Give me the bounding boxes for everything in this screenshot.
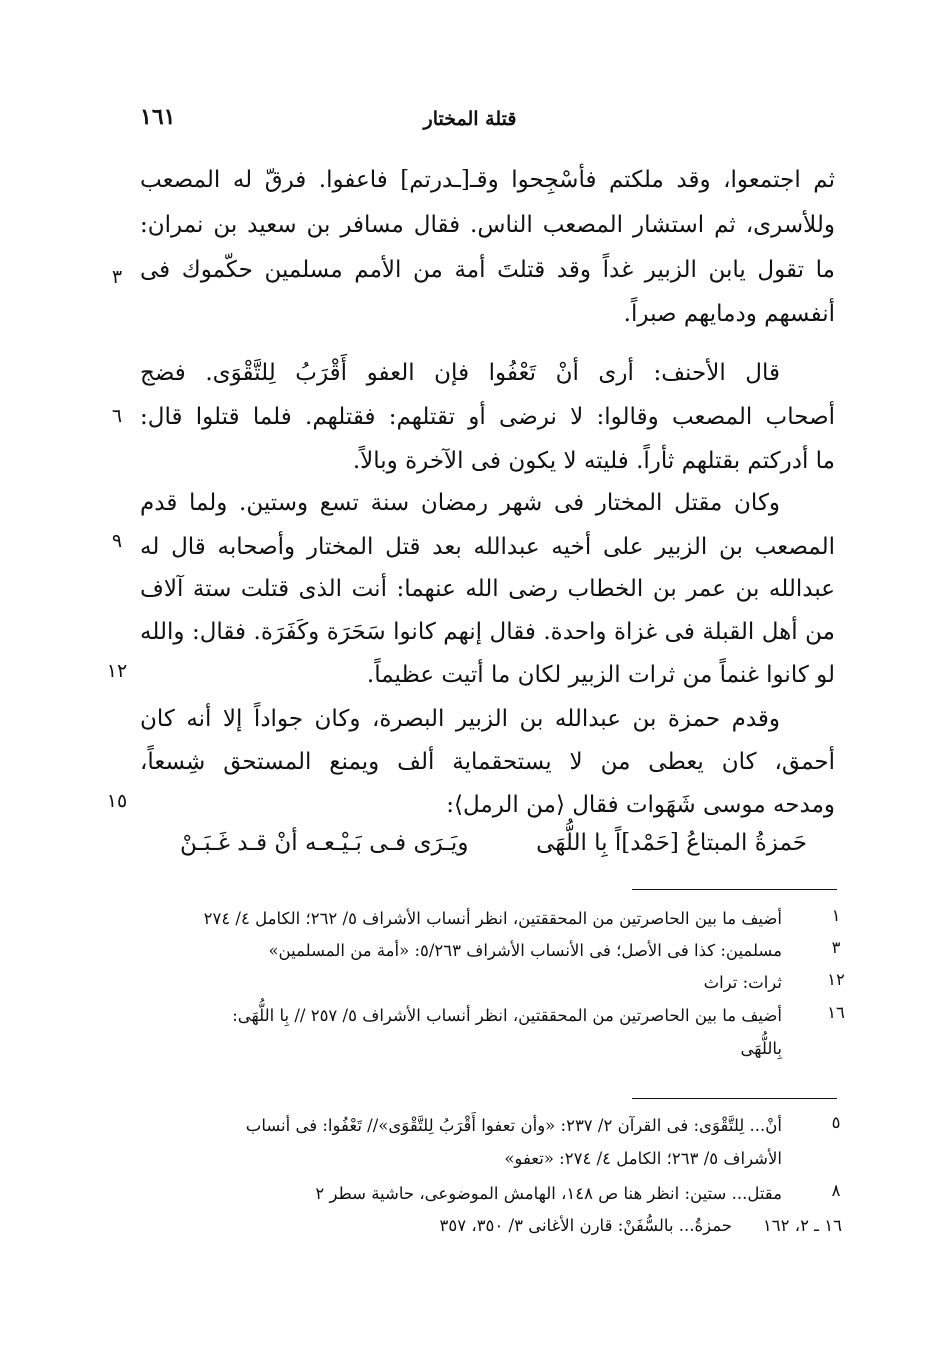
running-header-title: قتلة المختار — [423, 108, 517, 130]
footnote-text: مقتل... ستين: انظر هنا ص ١٤٨، الهامش الموضوعى، حاشية سطر ٢ — [315, 1184, 782, 1203]
body-line: ومدحه موسى شَهَوات فقال ⟨من الرمل⟩: — [446, 792, 835, 818]
footnote-text: أنْ... لِلتَّقْوَى: فى القرآن ٢/ ٢٣٧: «وأن تعفوا أَقْرَبُ لِلتَّقْوَى»// تَعْفُوا: فى أنساب — [245, 1116, 782, 1135]
line-number: ٦ — [111, 405, 123, 427]
body-line: أصحاب المصعب وقالوا: لا نرضى أو تقتلهم: فقتلهم. فلما قتلوا قال: — [140, 404, 835, 430]
body-line: وقدم حمزة بن عبدالله بن الزبير البصرة، وكان جواداً إلا أنه كان — [140, 706, 780, 732]
body-line: ثم اجتمعوا، وقد ملكتم فأسْجِحوا وقـ[ـدرتم] فاعفوا. فرقّ له المصعب — [140, 167, 835, 193]
footnote-number: ١٦ — [827, 1003, 845, 1022]
footnote-text-continued: بِاللُّهَى — [740, 1039, 782, 1058]
body-line: وللأسرى، ثم استشار المصعب الناس. فقال مسافر بن سعيد بن نمران: — [140, 212, 835, 238]
verse-second-hemistich: ويَـرَى فـى بَـيْـعـه أنْ قـد غَـبَـنْ — [180, 830, 469, 856]
body-line: قال الأحنف: أرى أنْ تَعْفُوا فإن العفو أَقْرَبُ لِلتَّقْوَى. فضج — [140, 360, 780, 386]
body-line: أنفسهم ودمايهم صبراً. — [623, 301, 835, 327]
body-line: ما أدركتم بقتلهم ثأراً. فليته لا يكون فى الآخرة وبالاً. — [352, 448, 835, 474]
footnote-number: ٨ — [831, 1181, 841, 1200]
footnote-number: ٣ — [831, 938, 841, 957]
body-line: المصعب بن الزبير على أخيه عبدالله بعد قتل المختار وأصحابه قال له — [140, 534, 835, 560]
line-number: ٣ — [111, 266, 123, 288]
footnote-text: ثرات: تراث — [703, 973, 782, 992]
line-number: ١٢ — [106, 660, 128, 682]
footnote-text: حمزةُ... بالسُّفَنْ: قارن الأغانى ٣/ ٣٥٠، ٣٥٧ — [439, 1216, 732, 1235]
footnote-text: أضيف ما بين الحاصرتين من المحققتين، انظر أنساب الأشراف ٥/ ٢٦٢؛ الكامل ٤/ ٢٧٤ — [203, 909, 782, 928]
body-line: عبدالله بن عمر بن الخطاب رضى الله عنهما: أنت الذى قتلت ستة آلاف — [140, 576, 835, 602]
body-line: من أهل القبلة فى غزاة واحدة. فقال إنهم كانوا سَحَرَة وكَفَرَة. فقال: والله — [140, 619, 835, 645]
body-line: وكان مقتل المختار فى شهر رمضان سنة تسع وستين. ولما قدم — [140, 490, 780, 516]
page-number: ١٦١ — [140, 104, 176, 130]
footnote-number: ١٦ ـ ٢، ١٦٢ — [762, 1216, 842, 1235]
body-line: لو كانوا غنماً من ثرات الزبير لكان ما أتيت عظيماً. — [366, 662, 835, 688]
footnote-separator — [632, 889, 837, 890]
footnote-number: ٥ — [831, 1113, 841, 1132]
footnote-separator — [632, 1098, 837, 1099]
footnote-number: ١٢ — [827, 970, 845, 989]
footnote-number: ١ — [831, 906, 841, 925]
body-line: أحمق، كان يعطى من لا يستحقماية ألف ويمنع المستحق شِسعاً، — [140, 749, 835, 775]
footnote-text-continued: الأشراف ٥/ ٢٦٣؛ الكامل ٤/ ٢٧٤: «تعفو» — [504, 1149, 782, 1168]
footnote-text: أضيف ما بين الحاصرتين من المحققتين، انظر أنساب الأشراف ٥/ ٢٥٧ // بِا اللُّهَى: — [232, 1006, 782, 1025]
footnote-text: مسلمين: كذا فى الأصل؛ فى الأنساب الأشراف ٥/٢٦٣: «أمة من المسلمين» — [268, 941, 782, 960]
line-number: ١٥ — [106, 790, 128, 812]
verse-first-hemistich: حَمزةُ المبتاعُ [حَمْد]اً بِا اللُّهَى — [536, 830, 807, 856]
body-line: ما تقول يابن الزبير غداً وقد قتلتَ أمة من الأمم مسلمين حكّموك فى — [140, 257, 835, 283]
line-number: ٩ — [111, 530, 123, 552]
